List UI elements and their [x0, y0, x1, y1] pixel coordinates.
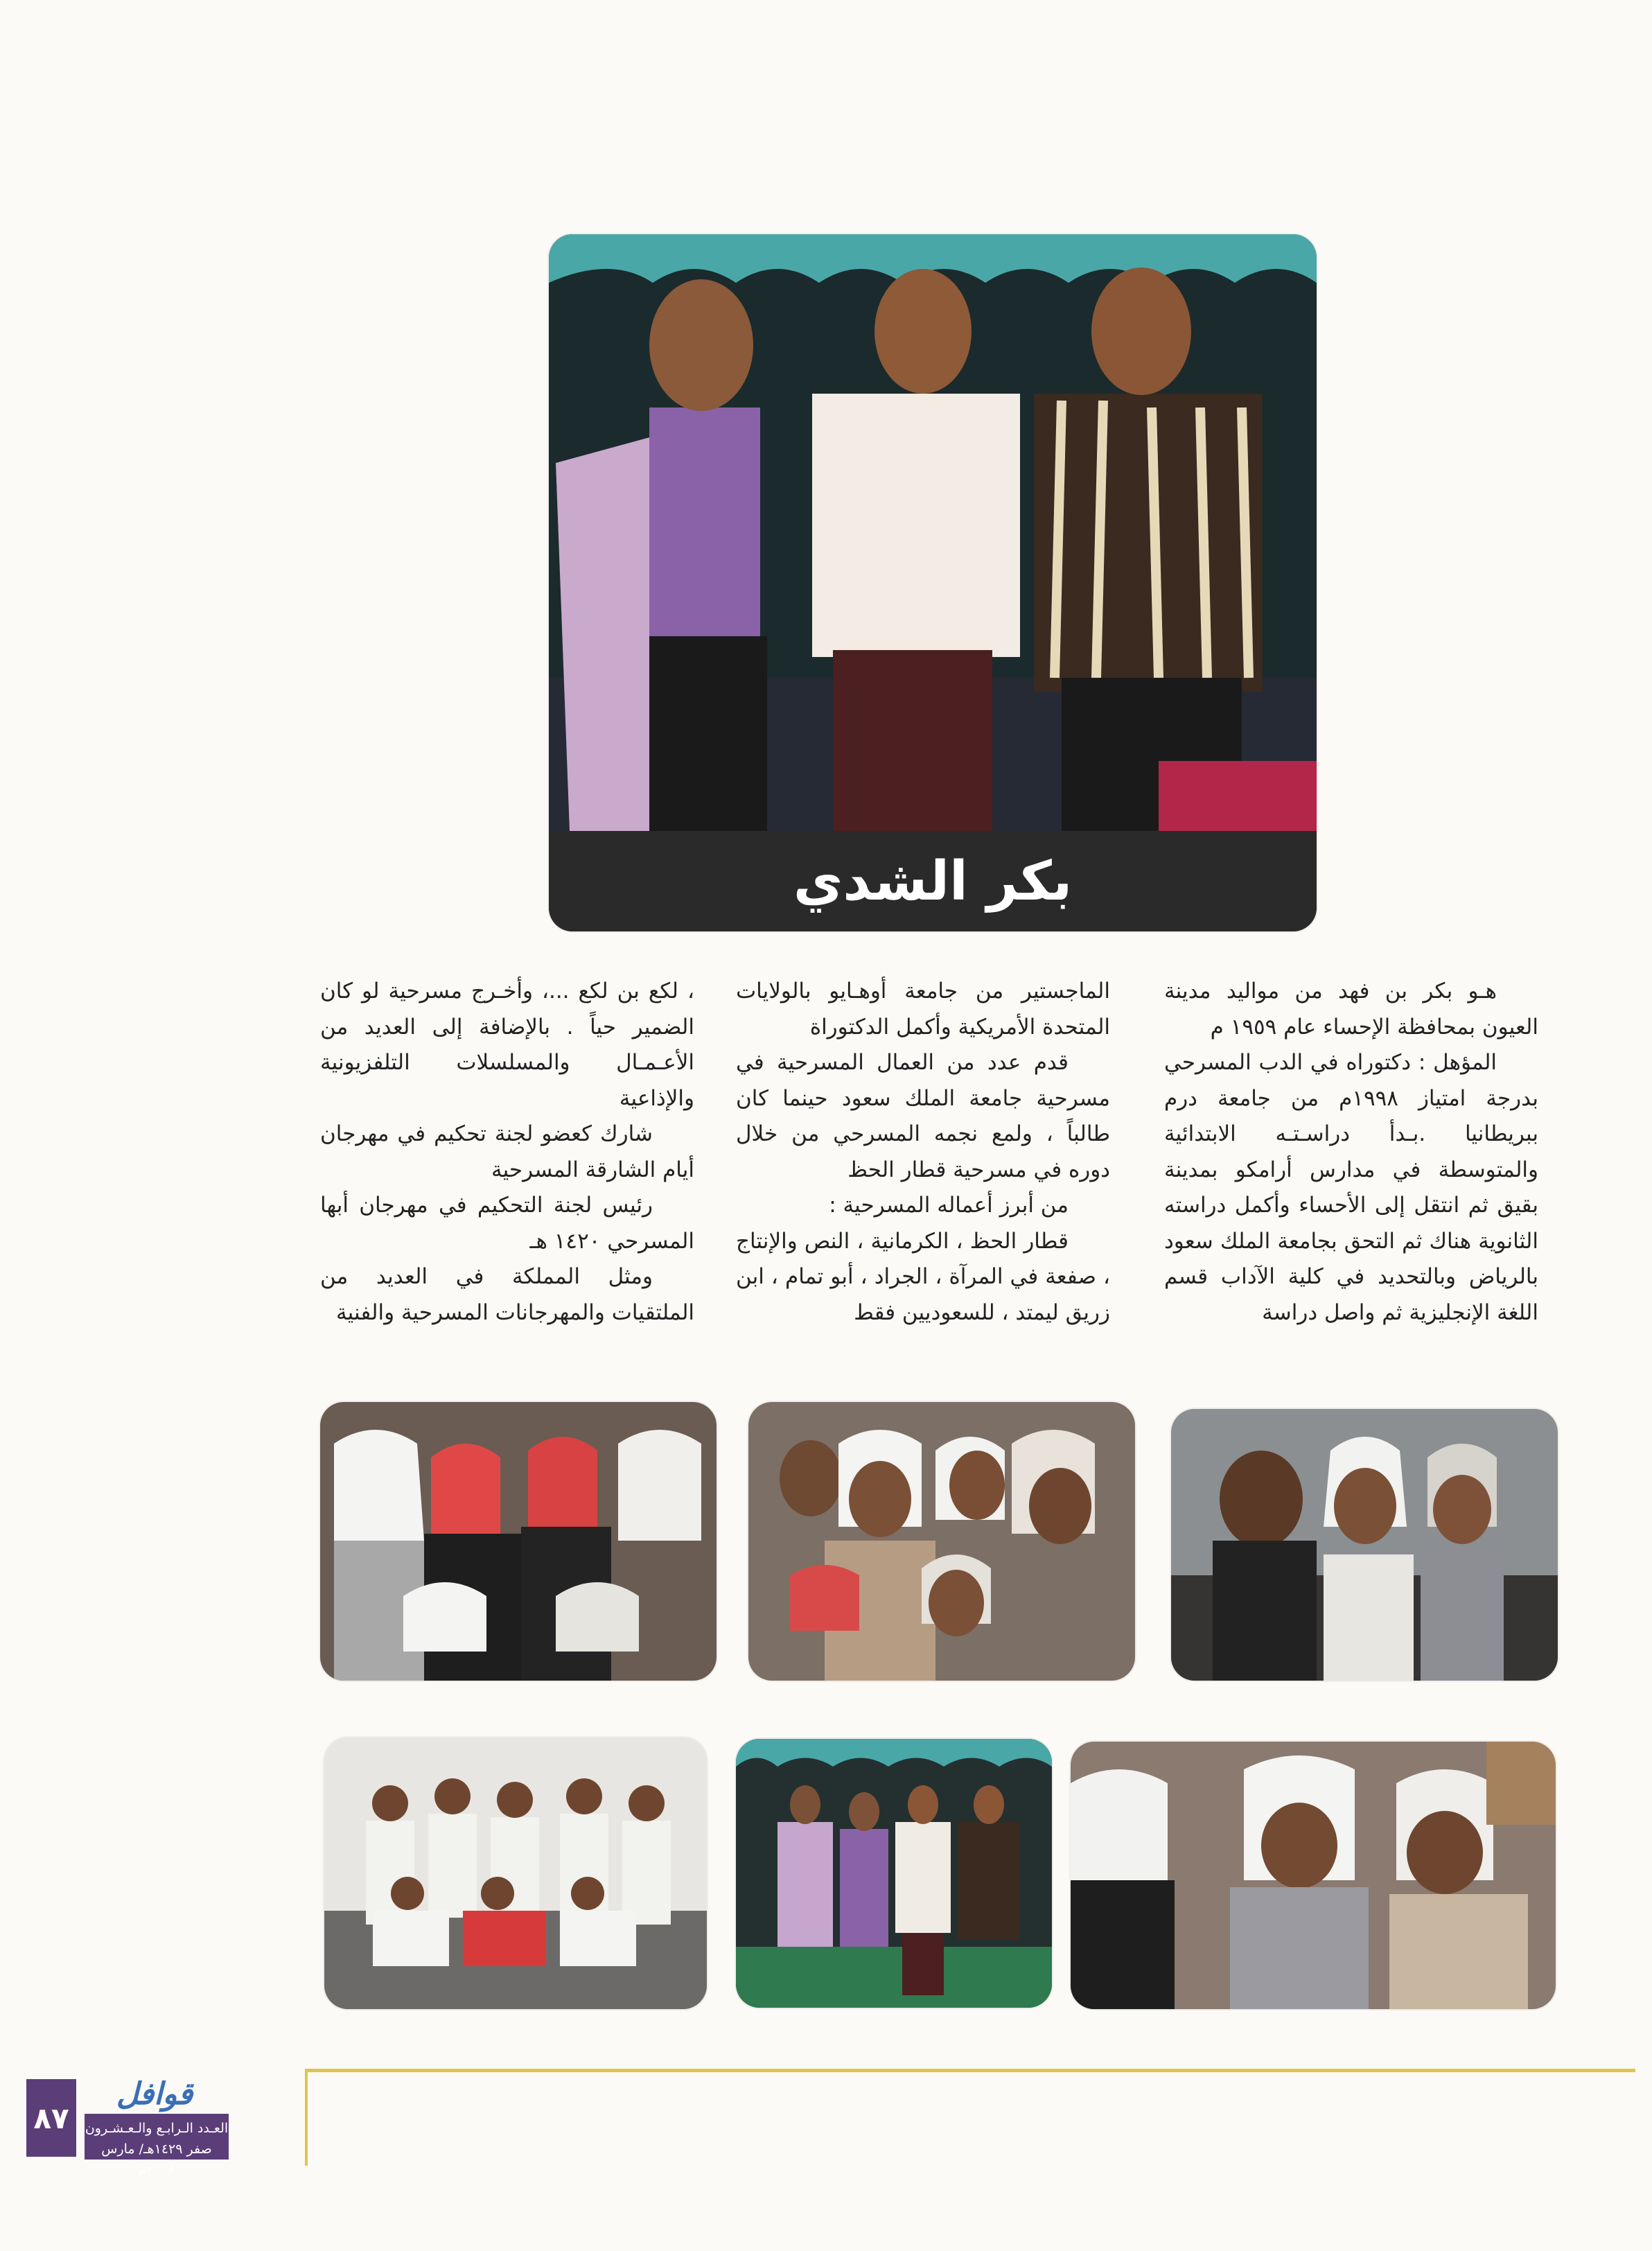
gallery-photo [320, 1402, 717, 1681]
issue-info [85, 2114, 229, 2178]
paragraph: المؤهل : دكتوراه في الدب المسرحي بدرجة امتياز ١٩٩٨م من جامعة درم ببريطانيا .بـدأ دراسـتـه الابتدائية والمتوسطة في مدارس أرامكو بمدينة بقيق ثم انتقل إلى الأحساء وأكمل دراسته الثانوية هناك ثم التحق بجامعة الملك سعود بالرياض وبالتحديد في كلية الآداب قسم اللغة الإنجليزية ثم واصل دراسة [1164, 1050, 1538, 1325]
text-column-right [1164, 974, 1538, 1331]
paragraph: رئيس لجنة التحكيم في مهرجان أبها المسرحي ١٤٢٠ هـ [320, 1193, 694, 1254]
gallery-photo [748, 1402, 1135, 1681]
paragraph: قطار الحظ ، الكرمانية ، النص والإنتاج ، صفعة في المرآة ، الجراد ، أبو تمام ، ابن زريق ليمتد ، للسعوديين فقط [736, 1228, 1110, 1325]
paragraph: شارك كعضو لجنة تحكيم في مهرجان أيام الشارقة المسرحية [320, 1121, 694, 1182]
feature-photo [549, 234, 1317, 931]
gallery-photo-image [324, 1737, 707, 2009]
paragraph: من أبرز أعماله المسرحية : [829, 1193, 1069, 1218]
gallery-photo [1171, 1409, 1558, 1681]
paragraph: ، لكع بن لكع ...، وأخـرج مسرحية لو كان الضمير حياً . بالإضافة إلى العديد من الأعـمـال والمسلسلات التلفزيونية والإذاعية [320, 979, 694, 1111]
paragraph: ومثل المملكة في العديد من الملتقيات والمهرجانات المسرحية والفنية [320, 1264, 694, 1325]
feature-caption: بكر الشدي [793, 850, 1073, 913]
footer-rule [305, 2069, 1635, 2072]
text-column-left [320, 974, 694, 1331]
page-number: ٨٧ [26, 2079, 76, 2157]
paragraph: قدم عدد من العمال المسرحية في مسرحية جامعة الملك سعود حينما كان طالباً ، ولمع نجمه المسرحي من خلال دوره في مسرحية قطار الحظ [736, 1050, 1110, 1182]
feature-photo-image [549, 234, 1317, 931]
gallery-photo [1071, 1742, 1556, 2009]
gallery-photo-image [748, 1402, 1135, 1681]
gallery-photo-image [736, 1739, 1052, 2008]
magazine-logo: قوافل [116, 2076, 193, 2112]
issue-line: العـدد الـرابـع والـعـشـرون [85, 2121, 229, 2136]
paragraph: هـو بكر بن فهد من مواليد مدينة العيون بمحافظة الإحساء عام ١٩٥٩ م [1164, 979, 1538, 1040]
text-column-middle [736, 974, 1110, 1331]
caption-band [549, 831, 1317, 931]
gallery-photo-image [320, 1402, 717, 1681]
paragraph: الماجستير من جامعة أوهـايو بالولايات المتحدة الأمريكية وأكمل الدكتوراة [736, 979, 1110, 1040]
gallery-photo [324, 1737, 707, 2009]
footer-rule-vertical [305, 2069, 308, 2166]
gallery-photo-image [1071, 1742, 1556, 2009]
gallery-photo [736, 1739, 1052, 2008]
issue-date: صفر ١٤٢٩هـ/ مارس ٢٠٠٨م [101, 2141, 212, 2178]
gallery-photo-image [1171, 1409, 1558, 1681]
